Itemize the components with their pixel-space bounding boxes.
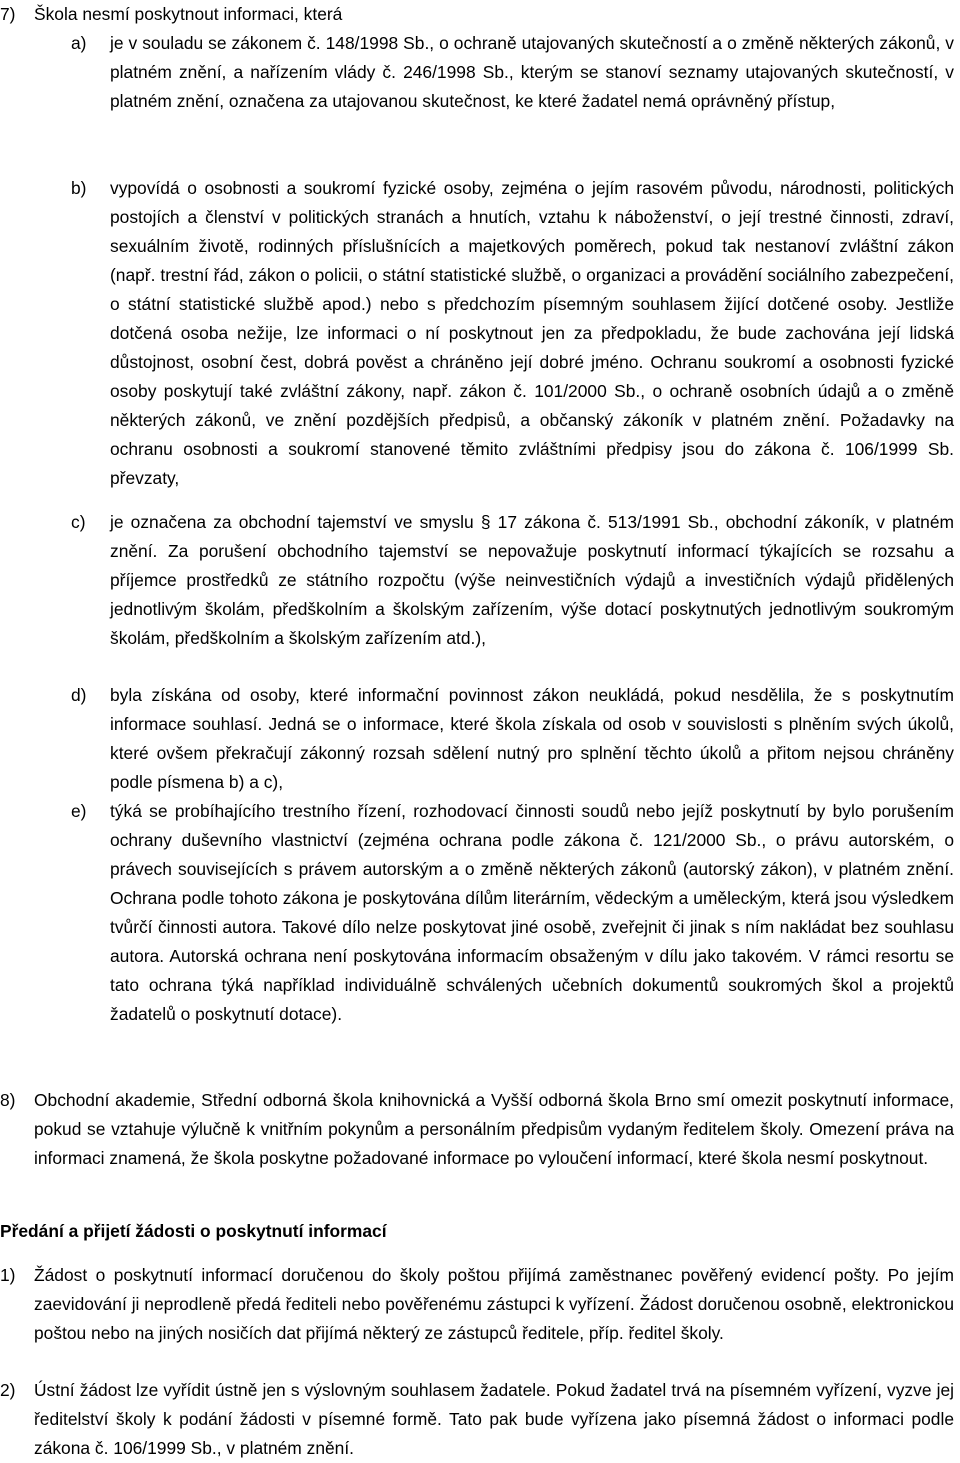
list-marker: d) (71, 685, 87, 705)
list-item-7b (0, 174, 954, 493)
list-marker: c) (71, 512, 86, 532)
list-marker: 2) (0, 1380, 16, 1400)
list-item-8 (0, 1086, 954, 1173)
section-heading: Předání a přijetí žádosti o poskytnutí informací (0, 1221, 387, 1241)
list-item-text: je v souladu se zákonem č. 148/1998 Sb., o ochraně utajovaných skutečností a o změně některých zákonů, v platném znění, a nařízením vlády č. 246/1998 Sb., kterým se stanoví seznamy utajovaných skutečností, v platném znění, označena za utajovanou skutečnost, ke které žadatel nemá oprávněný přístup, (110, 33, 954, 111)
list-marker: 7) (0, 4, 16, 24)
list-marker: a) (71, 33, 87, 53)
list-item-text: Žádost o poskytnutí informací doručenou do školy poštou přijímá zaměstnanec pověřený evidencí pošty. Po jejím zaevidování ji neprodleně předá řediteli nebo pověřenému zástupci k vyřízení. Žádost doručenou osobně, elektronickou poštou nebo na jiných nosičích dat přijímá některý ze zástupců ředitele, příp. ředitel školy. (34, 1265, 954, 1343)
list-item-text: vypovídá o osobnosti a soukromí fyzické osoby, zejména o jejím rasovém původu, národnosti, politických postojích a členství v politických stranách a hnutích, vztahu k náboženství, o její trestné činnosti, zdraví, sexuálním životě, rodinných příslušnících a majetkových poměrech, pokud tak nestanoví zvláštní zákon (např. trestní řád, zákon o policii, o státní statistické službě, o organizaci a provádění sociálního zabezpečení, o státní statistické službě apod.) nebo s předchozím písemným souhlasem žijící dotčené osoby. Jestliže dotčená osoba nežije, lze informaci o ní poskytnout jen za předpokladu, že bude zachována její lidská důstojnost, osobní čest, dobrá pověst a chráněno její dobré jméno. Ochranu soukromí a osobnosti fyzické osoby poskytují také zvláštní zákony, např. zákon č. 101/2000 Sb., o ochraně osobních údajů a o změně některých zákonů, ve znění pozdějších předpisů, a občanský zákoník v platném znění. Požadavky na ochranu osobnosti a soukromí stanovené těmito zvláštními předpisy jsou do zákona č. 106/1999 Sb. převzaty, (110, 178, 954, 488)
list-item-text: je označena za obchodní tajemství ve smyslu § 17 zákona č. 513/1991 Sb., obchodní zákoník, v platném znění. Za porušení obchodního tajemství se nepovažuje poskytnutí informací týkajících se rozsahu a příjemce prostředků ze státního rozpočtu (výše neinvestičních výdajů a investičních výdajů přidělených jednotlivým školám, předškolním a školským zařízením, výše dotací poskytnutých jednotlivým soukromým školám, předškolním a školským zařízením atd.), (110, 512, 954, 648)
list-item-7 (0, 0, 954, 29)
section-item-1 (0, 1261, 954, 1348)
list-marker: e) (71, 801, 87, 821)
list-item-7d (0, 681, 954, 797)
list-item-text: byla získána od osoby, které informační povinnost zákon neukládá, pokud nesdělila, že s poskytnutím informace souhlasí. Jedná se o informace, které škola získala od osob v souvislosti s plněním svých úkolů, které ovšem překračují zákonný rozsah sdělení nutný pro splnění těchto úkolů a přitom nejsou chráněny podle písmena b) a c), (110, 685, 954, 792)
section-item-2 (0, 1376, 954, 1463)
list-item-7e (0, 797, 954, 1029)
list-item-7c (0, 508, 954, 653)
list-item-7a (0, 29, 954, 116)
list-marker: 1) (0, 1265, 16, 1285)
list-item-text: Obchodní akademie, Střední odborná škola knihovnická a Vyšší odborná škola Brno smí omezit poskytnutí informace, pokud se vztahuje výlučně k vnitřním pokynům a personálním předpisům vydaným ředitelem školy. Omezení práva na informaci znamená, že škola poskytne požadované informace po vyloučení informací, které škola nesmí poskytnout. (34, 1090, 954, 1168)
list-marker: 8) (0, 1090, 16, 1110)
list-marker: b) (71, 178, 87, 198)
list-item-text: Ústní žádost lze vyřídit ústně jen s výslovným souhlasem žadatele. Pokud žadatel trvá na písemném vyřízení, vyzve jej ředitelství školy k podání žádosti v písemné formě. Tato pak bude vyřízena jako písemná žádost o informaci podle zákona č. 106/1999 Sb., v platném znění. (34, 1380, 954, 1458)
list-item-text: Škola nesmí poskytnout informaci, která (34, 4, 343, 24)
list-item-text: týká se probíhajícího trestního řízení, rozhodovací činnosti soudů nebo jejíž poskytnutí by bylo porušením ochrany duševního vlastnictví (zejména ochrana podle zákona č. 121/2000 Sb., o právu autorském, o právech souvisejících s právem autorským a o změně některých zákonů (autorský zákon), v platném znění. Ochrana podle tohoto zákona je poskytována dílům literárním, vědeckým a uměleckým, která jsou výsledkem tvůrčí činnosti autora. Takové dílo nelze poskytovat jiné osobě, zveřejnit či jinak s ním nakládat bez souhlasu autora. Autorská ochrana není poskytována informacím obsaženým v dílu jako takovém. V rámci resortu se tato ochrana týká například individuálně schválených učebních dokumentů soukromých škol a projektů žadatelů o poskytnutí dotace). (110, 801, 954, 1024)
